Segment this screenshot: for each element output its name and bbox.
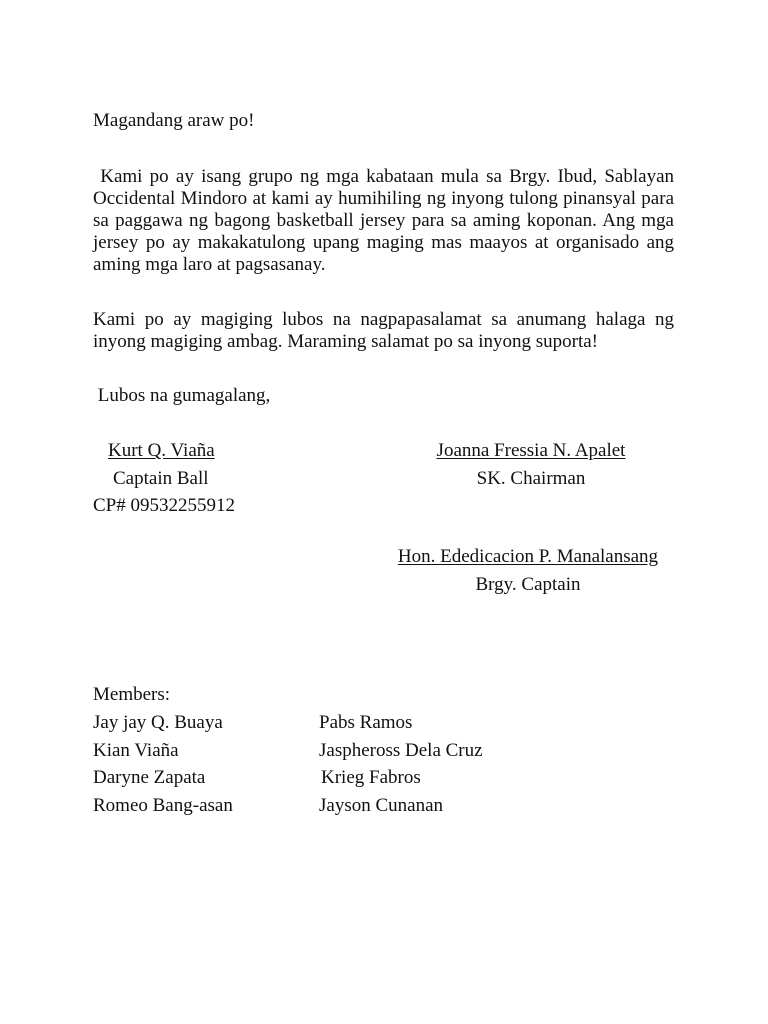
closing-line: Lubos na gumagalang, bbox=[93, 385, 271, 406]
member-name: Kian Viaña bbox=[93, 740, 179, 761]
sk-chairman-title: SK. Chairman bbox=[476, 468, 586, 489]
members-heading: Members: bbox=[93, 684, 171, 705]
greeting: Magandang araw po! bbox=[93, 110, 255, 131]
captain-title: Captain Ball bbox=[113, 468, 209, 489]
member-name: Jay jay Q. Buaya bbox=[93, 712, 223, 733]
member-name: Jayson Cunanan bbox=[319, 795, 444, 816]
member-name: Daryne Zapata bbox=[93, 767, 206, 788]
member-name: Romeo Bang-asan bbox=[93, 795, 233, 816]
body-paragraph-request: Kami po ay isang grupo ng mga kabataan mula sa Brgy. Ibud, Sablayan Occidental Mindoro at kami ay humihiling ng inyong tulong pinansyal para sa paggawa ng bagong basketball jersey para sa aming koponan. Ang mga jersey po ay makakatulong upang maging mas maayos at organisado ang aming mga laro at pagsasanay. bbox=[93, 166, 679, 275]
sk-chairman-name: Joanna Fressia N. Apalet bbox=[436, 440, 626, 461]
body-paragraph-thanks: Kami po ay magiging lubos na nagpapasalamat sa anumang halaga ng inyong magiging ambag. Maraming salamat po sa inyong suporta! bbox=[93, 309, 674, 352]
brgy-captain-title: Brgy. Captain bbox=[475, 574, 581, 595]
captain-name: Kurt Q. Viaña bbox=[108, 440, 215, 461]
member-name: Krieg Fabros bbox=[321, 767, 421, 788]
captain-contact-number: CP# 09532255912 bbox=[93, 495, 235, 516]
brgy-captain-name: Hon. Ededicacion P. Manalansang bbox=[397, 546, 659, 567]
member-name: Pabs Ramos bbox=[319, 712, 413, 733]
member-name: Jaspheross Dela Cruz bbox=[319, 740, 483, 761]
